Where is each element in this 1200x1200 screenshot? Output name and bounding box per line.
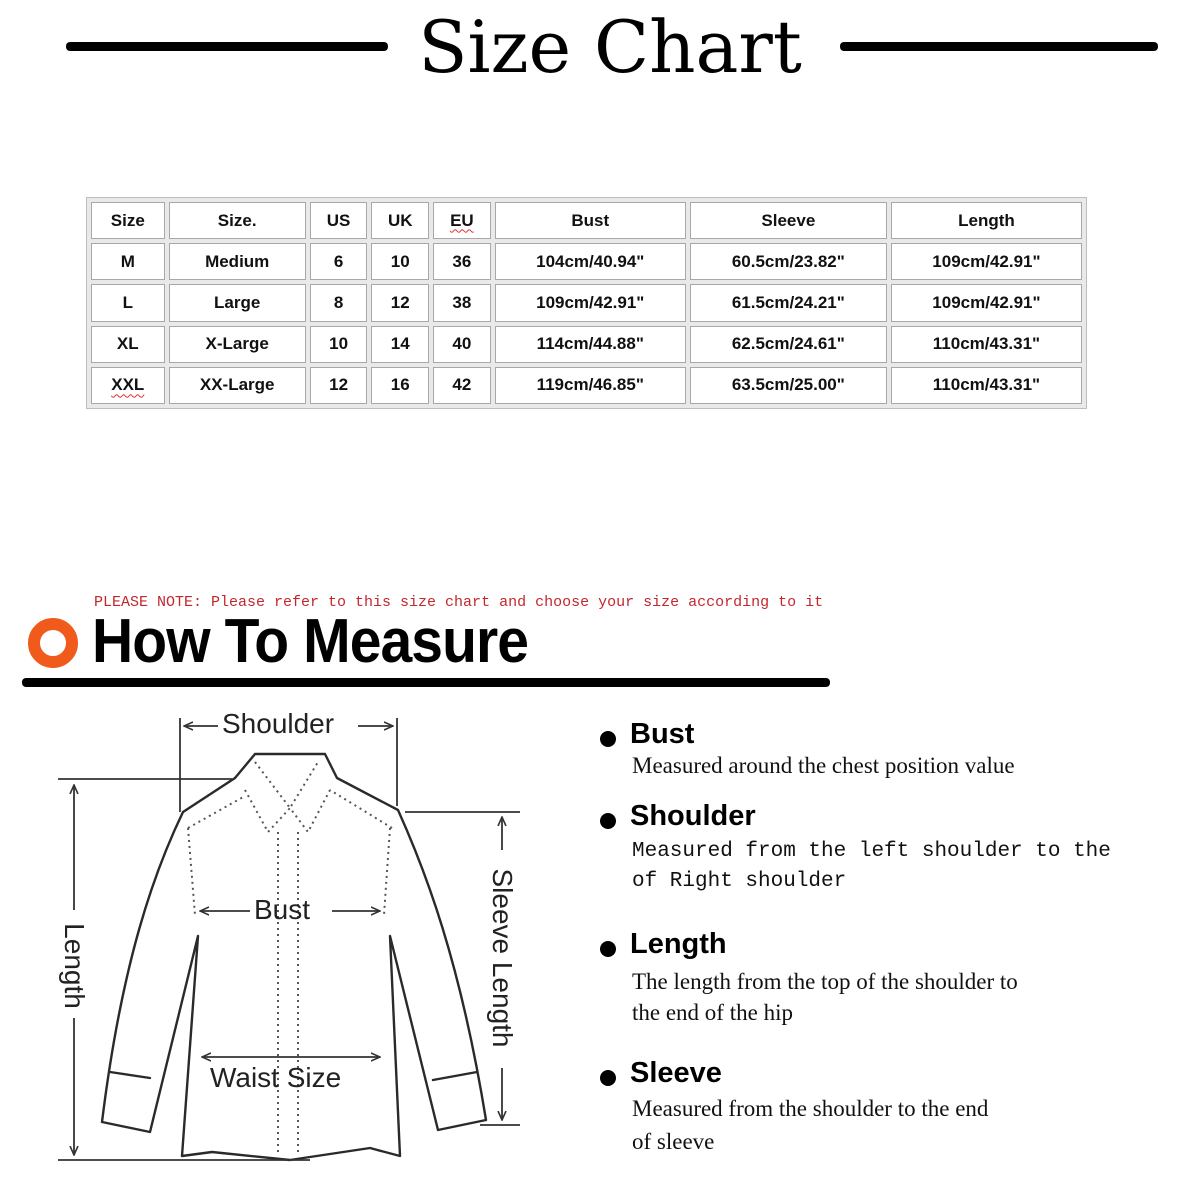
definition-desc-line: Measured from the left shoulder to the (632, 840, 1111, 863)
title-row (0, 0, 1200, 100)
bullet-icon (600, 1070, 616, 1086)
size-table (87, 198, 1086, 408)
cell-bust: 109cm/42.91" (495, 284, 686, 321)
table-header-row (91, 202, 1082, 239)
shirt-measurement-diagram (40, 700, 540, 1180)
cell-eu: 38 (433, 284, 491, 321)
title-rule-left (66, 42, 388, 51)
how-to-measure-title: How To Measure (92, 607, 529, 676)
definition-desc-line: the end of the hip (632, 1000, 793, 1025)
bullet-icon (600, 731, 616, 747)
cell-bust: 104cm/40.94" (495, 243, 686, 280)
cell-eu: 42 (433, 367, 491, 404)
cell-size-name: Large (169, 284, 306, 321)
shirt-outline-icon (40, 700, 540, 1180)
cell-size: M (91, 243, 165, 280)
definition-term: Length (630, 928, 727, 960)
diagram-label-length: Length (59, 923, 90, 1009)
diagram-label-sleeve-length: Sleeve Length (487, 868, 518, 1048)
table-row (91, 367, 1082, 404)
page-title: Size Chart (418, 5, 802, 89)
definition-desc-line: of Right shoulder (632, 870, 847, 893)
cell-length: 110cm/43.31" (891, 326, 1082, 363)
cell-uk: 12 (371, 284, 429, 321)
cell-length: 109cm/42.91" (891, 284, 1082, 321)
header-eu-label: EU (450, 210, 474, 230)
cell-length: 109cm/42.91" (891, 243, 1082, 280)
definition-term: Sleeve (630, 1057, 722, 1089)
cell-us: 12 (310, 367, 368, 404)
cell-eu: 40 (433, 326, 491, 363)
definition-desc-line: Measured around the chest position value (632, 753, 1015, 778)
header-sleeve: Sleeve (690, 202, 887, 239)
bullet-icon (600, 941, 616, 957)
heading-underline (22, 678, 830, 687)
cell-uk: 16 (371, 367, 429, 404)
cell-eu: 36 (433, 243, 491, 280)
definition-desc-line: Measured from the shoulder to the end (632, 1096, 989, 1121)
definition-term: Shoulder (630, 800, 756, 832)
cell-size (91, 367, 165, 404)
definition-term: Bust (630, 718, 695, 750)
cell-sleeve: 63.5cm/25.00" (690, 367, 887, 404)
cell-bust: 114cm/44.88" (495, 326, 686, 363)
definition-desc-line: The length from the top of the shoulder to (632, 969, 1018, 994)
diagram-label-bust: Bust (254, 894, 311, 925)
cell-bust: 119cm/46.85" (495, 367, 686, 404)
cell-sleeve: 61.5cm/24.21" (690, 284, 887, 321)
cell-sleeve: 62.5cm/24.61" (690, 326, 887, 363)
header-size: Size (91, 202, 165, 239)
cell-size: XL (91, 326, 165, 363)
cell-size-name: X-Large (169, 326, 306, 363)
cell-uk: 10 (371, 243, 429, 280)
cell-size: L (91, 284, 165, 321)
definition-desc-line: of sleeve (632, 1129, 715, 1154)
cell-us: 8 (310, 284, 368, 321)
title-rule-right (840, 42, 1158, 51)
table-row (91, 284, 1082, 321)
header-length: Length (891, 202, 1082, 239)
cell-size-label: XXL (111, 375, 145, 395)
cell-size-name: Medium (169, 243, 306, 280)
cell-sleeve: 60.5cm/23.82" (690, 243, 887, 280)
bullet-icon (600, 813, 616, 829)
header-size-name: Size. (169, 202, 306, 239)
size-table-container (86, 197, 1087, 409)
diagram-label-waist: Waist Size (210, 1062, 342, 1093)
cell-us: 6 (310, 243, 368, 280)
size-note: PLEASE NOTE: Please refer to this size chart and choose your size according to it (94, 594, 824, 611)
table-row (91, 243, 1082, 280)
header-uk: UK (371, 202, 429, 239)
cell-us: 10 (310, 326, 368, 363)
orange-ring-icon (28, 618, 78, 668)
header-us: US (310, 202, 368, 239)
cell-length: 110cm/43.31" (891, 367, 1082, 404)
header-eu (433, 202, 491, 239)
table-row (91, 326, 1082, 363)
diagram-label-shoulder: Shoulder (222, 708, 335, 739)
header-bust: Bust (495, 202, 686, 239)
cell-uk: 14 (371, 326, 429, 363)
cell-size-name: XX-Large (169, 367, 306, 404)
